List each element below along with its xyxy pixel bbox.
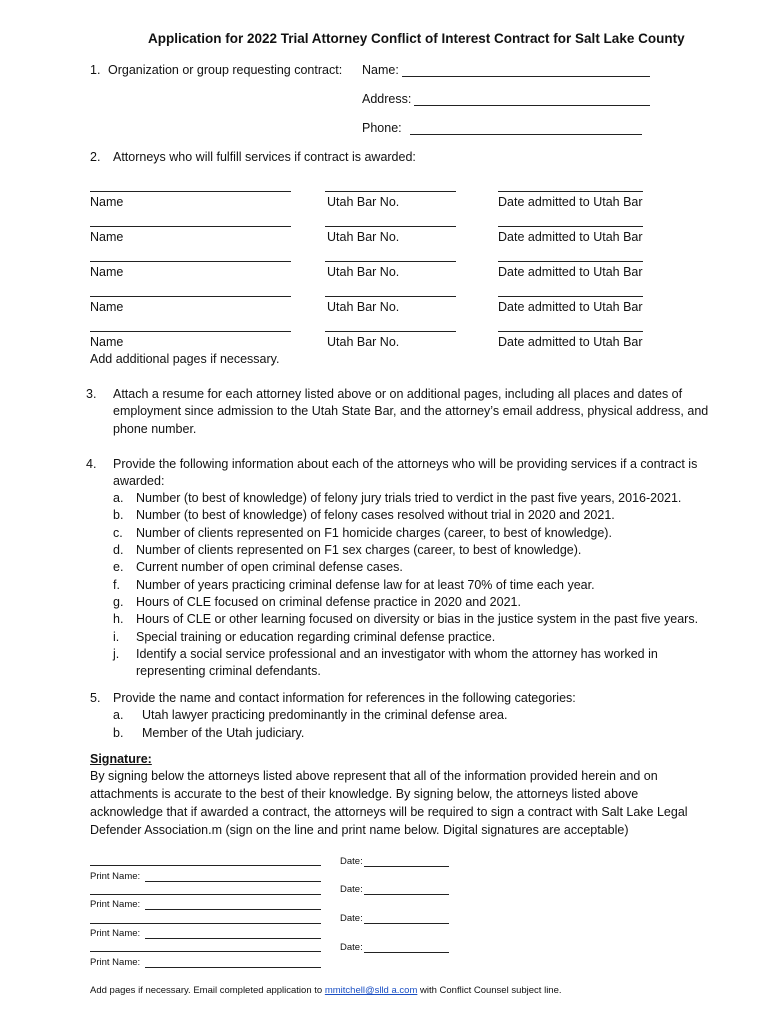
org-address-label: Address: bbox=[362, 92, 412, 106]
signature-line[interactable] bbox=[90, 951, 321, 952]
date-label: Date: bbox=[340, 884, 363, 895]
list-item: Utah lawyer practicing predominantly in the criminal defense area. bbox=[142, 708, 508, 722]
section-3-line: phone number. bbox=[113, 422, 197, 436]
list-item-letter: g. bbox=[113, 595, 124, 609]
print-name-field[interactable] bbox=[145, 967, 321, 968]
attorney-date-label: Date admitted to Utah Bar bbox=[498, 300, 643, 314]
section-1-label: Organization or group requesting contract: bbox=[108, 63, 343, 77]
email-link[interactable]: mmitchell@slld a.com bbox=[324, 985, 418, 996]
footer-note bbox=[90, 985, 562, 997]
section-4-line: Provide the following information about each of the attorneys who will be providing services if a contract is bbox=[113, 457, 698, 471]
list-item-letter: f. bbox=[113, 578, 120, 592]
list-item-letter: c. bbox=[113, 526, 123, 540]
additional-pages-note: Add additional pages if necessary. bbox=[90, 352, 280, 366]
section-4-number: 4. bbox=[86, 457, 97, 471]
print-name-label: Print Name: bbox=[90, 957, 141, 968]
list-item: Hours of CLE focused on criminal defense practice in 2020 and 2021. bbox=[136, 595, 521, 609]
attorney-date-field[interactable] bbox=[498, 226, 643, 227]
attorney-name-field[interactable] bbox=[90, 261, 291, 262]
print-name-label: Print Name: bbox=[90, 928, 141, 939]
attorney-name-label: Name bbox=[90, 265, 124, 279]
print-name-label: Print Name: bbox=[90, 899, 141, 910]
list-item-letter: b. bbox=[113, 508, 124, 522]
list-item: Number (to best of knowledge) of felony jury trials tried to verdict in the past five years, 2016-2021. bbox=[136, 491, 682, 505]
list-item-letter: h. bbox=[113, 612, 124, 626]
attorney-name-label: Name bbox=[90, 335, 124, 349]
attorney-name-label: Name bbox=[90, 230, 124, 244]
signature-line[interactable] bbox=[90, 923, 321, 924]
signature-line[interactable] bbox=[90, 865, 321, 866]
date-label: Date: bbox=[340, 942, 363, 953]
list-item-letter: b. bbox=[113, 726, 124, 740]
list-item-letter: i. bbox=[113, 630, 120, 644]
attorney-bar-field[interactable] bbox=[325, 191, 456, 192]
section-5-number: 5. bbox=[90, 691, 101, 705]
list-item-letter: d. bbox=[113, 543, 124, 557]
list-item-continuation: representing criminal defendants. bbox=[136, 664, 321, 678]
signature-paragraph-line: acknowledge that if awarded a contract, the attorneys will be required to sign a contract with Salt Lake Legal bbox=[90, 805, 688, 819]
attorney-name-field[interactable] bbox=[90, 296, 291, 297]
list-item: Number of years practicing criminal defense law for at least 70% of time each year. bbox=[136, 578, 595, 592]
section-3-number: 3. bbox=[86, 387, 97, 401]
org-address-field[interactable] bbox=[414, 105, 650, 106]
org-phone-label: Phone: bbox=[362, 121, 402, 135]
page-title: Application for 2022 Trial Attorney Conflict of Interest Contract for Salt Lake County bbox=[148, 31, 685, 46]
attorney-bar-label: Utah Bar No. bbox=[327, 230, 400, 244]
print-name-field[interactable] bbox=[145, 938, 321, 939]
list-item-letter: a. bbox=[113, 491, 124, 505]
date-field[interactable] bbox=[364, 923, 449, 924]
section-3-line: Attach a resume for each attorney listed above or on additional pages, including all places and dates of bbox=[113, 387, 683, 401]
date-field[interactable] bbox=[364, 894, 449, 895]
list-item-letter: e. bbox=[113, 560, 124, 574]
list-item: Number of clients represented on F1 homicide charges (career, to best of knowledge). bbox=[136, 526, 612, 540]
org-name-label: Name: bbox=[362, 63, 399, 77]
attorney-bar-field[interactable] bbox=[325, 296, 456, 297]
attorney-name-field[interactable] bbox=[90, 331, 291, 332]
signature-line[interactable] bbox=[90, 894, 321, 895]
date-field[interactable] bbox=[364, 952, 449, 953]
attorney-date-field[interactable] bbox=[498, 296, 643, 297]
attorney-bar-label: Utah Bar No. bbox=[327, 265, 400, 279]
list-item-letter: a. bbox=[113, 708, 124, 722]
list-item: Member of the Utah judiciary. bbox=[142, 726, 305, 740]
attorney-date-label: Date admitted to Utah Bar bbox=[498, 265, 643, 279]
attorney-bar-label: Utah Bar No. bbox=[327, 300, 400, 314]
list-item: Hours of CLE or other learning focused on diversity or bias in the justice system in the past five years. bbox=[136, 612, 699, 626]
org-phone-field[interactable] bbox=[410, 134, 642, 135]
attorney-date-field[interactable] bbox=[498, 261, 643, 262]
attorney-bar-field[interactable] bbox=[325, 226, 456, 227]
date-label: Date: bbox=[340, 856, 363, 867]
attorney-date-field[interactable] bbox=[498, 331, 643, 332]
attorney-bar-label: Utah Bar No. bbox=[327, 335, 400, 349]
print-name-label: Print Name: bbox=[90, 871, 141, 882]
attorney-name-field[interactable] bbox=[90, 191, 291, 192]
signature-heading: Signature: bbox=[90, 752, 152, 766]
footer-prefix: Add pages if necessary. Email completed application to bbox=[90, 985, 325, 996]
signature-paragraph-line: Defender Association.m (sign on the line and print name below. Digital signatures are acceptable) bbox=[90, 823, 629, 837]
attorney-bar-field[interactable] bbox=[325, 331, 456, 332]
list-item: Current number of open criminal defense cases. bbox=[136, 560, 403, 574]
section-3-line: employment since admission to the Utah State Bar, and the attorney’s email address, physical address, and bbox=[113, 404, 709, 418]
list-item: Identify a social service professional and an investigator with whom the attorney has worked in bbox=[136, 647, 658, 661]
list-item-letter: j. bbox=[113, 647, 120, 661]
print-name-field[interactable] bbox=[145, 881, 321, 882]
attorney-date-label: Date admitted to Utah Bar bbox=[498, 335, 643, 349]
section-4-line: awarded: bbox=[113, 474, 165, 488]
list-item: Number (to best of knowledge) of felony cases resolved without trial in 2020 and 2021. bbox=[136, 508, 615, 522]
section-5-label: Provide the name and contact information for references in the following categories: bbox=[113, 691, 576, 705]
attorney-bar-field[interactable] bbox=[325, 261, 456, 262]
signature-paragraph-line: By signing below the attorneys listed above represent that all of the information provided herein and on bbox=[90, 769, 658, 783]
attorney-date-label: Date admitted to Utah Bar bbox=[498, 195, 643, 209]
org-name-field[interactable] bbox=[402, 76, 650, 77]
section-2-number: 2. bbox=[90, 150, 101, 164]
signature-paragraph-line: attachments is accurate to the best of their knowledge. By signing below, the attorneys listed above bbox=[90, 787, 639, 801]
footer-suffix: with Conflict Counsel subject line. bbox=[417, 985, 562, 996]
date-field[interactable] bbox=[364, 866, 449, 867]
date-label: Date: bbox=[340, 913, 363, 924]
attorney-date-field[interactable] bbox=[498, 191, 643, 192]
attorney-date-label: Date admitted to Utah Bar bbox=[498, 230, 643, 244]
print-name-field[interactable] bbox=[145, 909, 321, 910]
attorney-name-label: Name bbox=[90, 195, 124, 209]
list-item: Special training or education regarding criminal defense practice. bbox=[136, 630, 496, 644]
attorney-name-field[interactable] bbox=[90, 226, 291, 227]
attorney-name-label: Name bbox=[90, 300, 124, 314]
section-1-number: 1. bbox=[90, 63, 101, 77]
attorney-bar-label: Utah Bar No. bbox=[327, 195, 400, 209]
list-item: Number of clients represented on F1 sex charges (career, to best of knowledge). bbox=[136, 543, 582, 557]
section-2-label: Attorneys who will fulfill services if contract is awarded: bbox=[113, 150, 416, 164]
